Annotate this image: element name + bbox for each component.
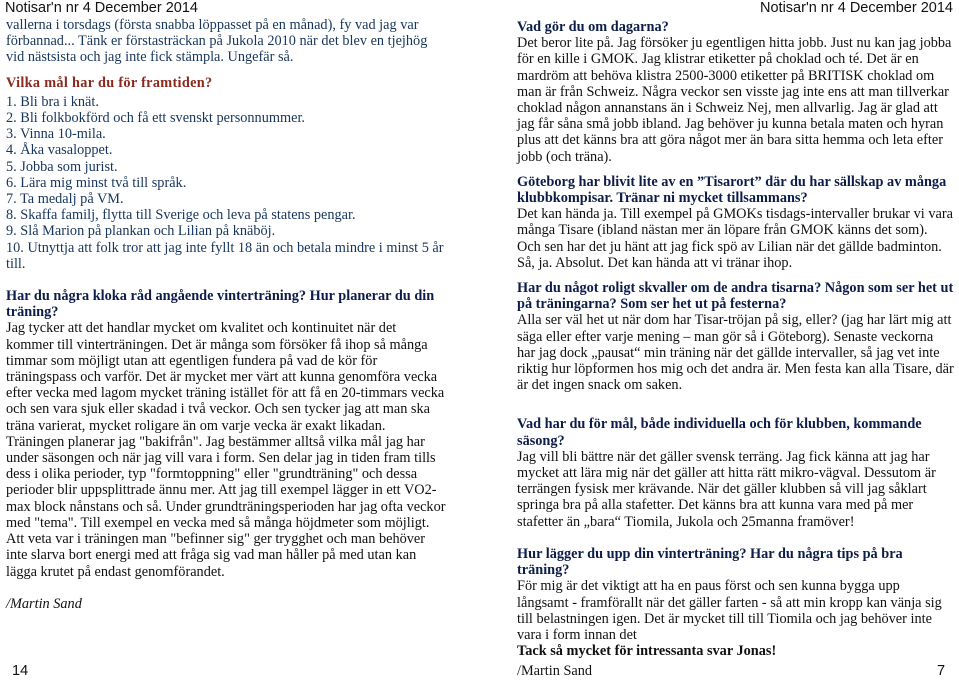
page-number-left: 14 [12,663,29,679]
goals-heading: Vilka mål har du för framtiden? [6,74,213,91]
interview-intro-text: vallerna i torsdags (första snabba löppasset på en månad), fy vad jag var förbannad... Tänk er förstasträckan på Jukola 2010 när det blev en tjejhög vid nästsista och jag inte fick stämpla. Ungefär så. [6,17,428,66]
goal-item: 8. Skaffa familj, flytta till Sverige och leva på statens pengar. [6,207,356,224]
running-header-right: Notisar'n nr 4 December 2014 [760,0,953,16]
goal-item: 5. Jobba som jurist. [6,158,118,175]
question-goals-season: Vad har du för mål, både individuella och för klubben, kommande säsong? [517,416,922,449]
answer-winter-tips: För mig är det viktigt att ha en paus först och sen kunna bygga upp långsamt - framförallt när det gäller farten - så att min kropp kan vänja sig till belastningen igen. Det är mycket till till Tiomila och jag behöver inte vara i form innan det [517,578,942,643]
running-header-left: Notisar'n nr 4 December 2014 [5,0,198,16]
goal-item: 2. Bli folkbokförd och få ett svenskt personnummer. [6,110,305,127]
question-winter-tips: Hur lägger du upp din vinterträning? Har du några tips på bra träning? [517,545,903,579]
training-planning-answer: Träningen planerar jag "bakifrån". Jag bestämmer alltså vilka mål jag har under säsongen och när jag vill vara i form. Sen delar jag in tiden fram tills dess i olika perioder, typ "formtoppning" eller "grundträning" och dessa perioder blir uppsplittrade ännu mer. Att jag till exempel lägger in ett VO2-max block nånstans och så. Under grundträningsperioden har jag ofta veckor med "tema". Till exempel en vecka med så många höjdmeter som möjligt. Att veta var i träningen man "befinner sig" ger trygghet och man behöver inte slarva bort energi med att fråga sig vad man håller på med utan kan lägga krutet på endast genomförandet. [6,433,446,580]
left-column [6,17,446,612]
question-gossip: Har du något roligt skvaller om de andra tisarna? Någon som ser het ut på träningarna? Som ser het ut på festerna? [517,280,954,313]
winter-training-answer: Jag tycker att det handlar mycket om kvalitet och kontinuitet när det kommer till vinterträningen. Det är många som försöker få ihop så många timmar som möjligt utan att egentligen fundera på vad de kör för träningspass och varför. Det är mycket mer värt att kunna genomföra vecka efter vecka med lagom mycket träning istället för att få en 20-timmars vecka och sen vara sjuk eller skadad i två veckor. Och sen tycker jag att man ska träna varierat, mycket roligare än om varje vecka är exakt likadan. [6,320,445,434]
goal-item: 10. Utnyttja att folk tror att jag inte fyllt 18 än och betala mindre i minst 5 år till. [6,239,444,272]
goal-item: 7. Ta medalj på VM. [6,191,124,208]
goal-item: 4. Åka vasaloppet. [6,142,113,159]
right-column [517,19,954,680]
goal-item: 6. Lära mig minst två till språk. [6,174,187,191]
goal-item: 9. Slå Marion på plankan och Lilian på knäböj. [6,223,276,240]
answer-gossip: Alla ser väl het ut när dom har Tisar-tröjan på sig, eller? (jag har lärt mig att säga eller efter varje mening – man gör så i Göteborg). Senaste veckorna har jag dock „pausat“ min träning när det gällde intervaller, så jag vet inte riktig hur löpformen hos mig och det andra är. Men festa kan alla Tisare, där är det ingen snack om saken. [517,312,954,394]
author-signature: /Martin Sand [6,595,82,612]
goals-list [6,94,446,272]
answer-goals-season: Jag vill bli bättre när det gäller svensk terräng. Jag fick känna att jag har mycket att lära mig när det gäller att hitta rätt mikro-vägval. Dessutom är terrängen fysisk mer krävande. När det gäller klubben så vill jag såklart springa bra på alla stafetter. Det känns bra att kunna vara med på mer stafetter än „bara“ Tiomila, Jukola och 25manna framöver! [517,448,936,530]
winter-training-question: Har du några kloka råd angående vinterträning? Hur planerar du din träning? [6,288,435,321]
answer-days: Det beror lite på. Jag försöker ju egentligen hitta jobb. Just nu kan jag jobba för en kille i GMOK. Jag klistrar etiketter på choklad och té. Det är en mardröm att behöva klistra 2500-3000 etiketter på BRITISK choklad om man är från Schweiz. Några veckor sen visste jag inte ens att man tillverkar choklad någon annanstans än i Schweiz Nej, men allvarlig. Jag är glad att jag får såna små jobb ibland. Jag behöver ju kunna betala maten och hyran plus att det känns bra att göra något mer än bara sitta hemma och leta efter jobb (och träna). [517,35,952,165]
goal-item: 1. Bli bra i knät. [6,93,99,110]
author-signature-right: /Martin Sand [517,663,593,680]
page-number-right: 7 [937,663,946,679]
goal-item: 3. Vinna 10-mila. [6,126,106,143]
question-gothenburg: Göteborg har blivit lite av en ”Tisarort” där du har sällskap av många klubbkompisar. Tränar ni mycket tillsammans? [517,173,947,207]
question-days: Vad gör du om dagarna? [517,19,669,35]
thanks-line: Tack så mycket för intressanta svar Jonas! [517,643,777,660]
answer-gothenburg: Det kan hända ja. Till exempel på GMOKs tisdags-intervaller brukar vi vara många Tisare (ibland nästan mer än löpare från GMOK känns det som). Och sen har det ju hänt att jag fick spö av Lilian när det gällde badminton. Så, ja. Absolut. Det kan hända att vi tränar ihop. [517,206,953,271]
